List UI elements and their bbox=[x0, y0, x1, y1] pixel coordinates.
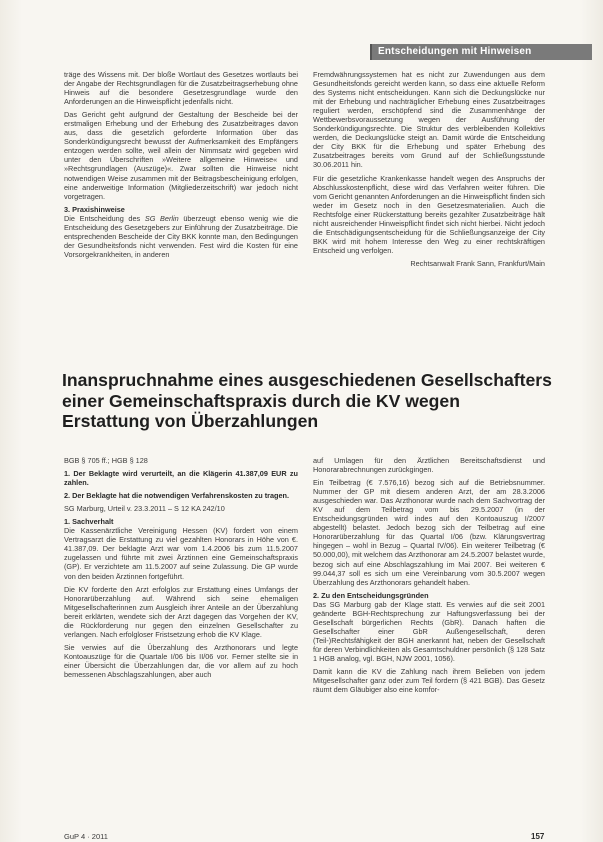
article-right-column bbox=[313, 456, 545, 826]
page-number: 157 bbox=[531, 832, 545, 841]
body-paragraph: auf Umlagen für den Ärztlichen Bereitschaftsdienst und Honorarabrechnungen zurückgingen. bbox=[313, 456, 545, 475]
body-paragraph: träge des Wissens mit. Der bloße Wortlaut des Gesetzes wortlauts bei der Angabe der Rechtsgrundlagen für die Zusatzbeitragserhebung ohne Hinweis auf die besondere Gesetzesgrundlage wurde den Anforderungen an die Hinweispflicht jedenfalls nicht. bbox=[64, 70, 298, 107]
body-paragraph: Ein Teilbetrag (€ 7.576,16) bezog sich auf die Betriebsnummer. Nummer der GP mit diesem anderen Arzt, der am 28.3.2006 ausgeschieden war. Das Arzthonorar wurde nach dem Sachvortrag der KV auf dem Teilbetrag vom bis 29.5.2007 (in der Entscheidungsgründen wird indes auf den Kontoauszug I/2007 abgestellt) belastet. Jedoch bezog sich der Teilbetrag auf eine Honorarüberzahlung für das Quartal I/06 (bzw. Klärungsvertrag hingegen – wohl in Bezug – Quartal IV/06). Ein weiterer Teilbetrag (€ 50.000,00), mit welchem das Arzthonorar am 24.5.2007 belastet wurde, bezog sich auf eine Abschlagszahlung im Mai 2007. Bei weiteren € 99.044,37 soll es sich um eine Vereinbarung vom 30.5.2007 wegen Überzahlung des Arzthonorars gehandelt haben. bbox=[313, 478, 545, 587]
body-paragraph: Die Kassenärztliche Vereinigung Hessen (KV) fordert von einem Vertragsarzt die Erstattung zu viel gezahlten Honorars in Höhe von €. 41.387,09. Der beklagte Arzt war vom 1.4.2006 bis zum 11.5.2007 zugelassen und führte mit zwei Ärztinnen eine Gemeinschaftspraxis (GP). Er verzichtete am 11.5.2007 auf seine Zulassung. Die GP wurde von den beiden Ärztinnen fortgeführt. bbox=[64, 526, 298, 581]
body-paragraph: Fremdwährungssystemen hat es nicht zur Zuwendungen aus dem Gesundheitsfonds gereicht werden kann, so dass eine aktuelle Reform des Systems nicht entscheidungen. Kann sich die Deckungslücke nur mit der Erhebung und nachträglicher Erhebung eines Zusatzbeitrages reguliert werden, erschöpfend sind die Zusammenhänge der Wettbewerbsvoraussetzung wegen der Ausführung der Sonderkündigungsrechte. Die Struktur des verbleibenden Kollektivs werden, die Deckungslücke steigt an. Damit würde die Entscheidung der City BKK für die Erhebung und später Erhebung des Zusatzbeitrages bereits vom Grund auf der Schließungsstunde 30.06.2011 hin. bbox=[313, 70, 545, 170]
article-left-column bbox=[64, 456, 298, 826]
subheading: 1. Sachverhalt bbox=[64, 517, 114, 527]
body-paragraph: Das Gericht geht aufgrund der Gestaltung der Bescheide bei der erstmaligen Erhebung und der Erhebung des Zusatzbeitrages davon aus, dass die gesetzlich geforderte Information über das Sonderkündigungsrecht bewusst der Aufmerksamkeit des Empfängers entzogen werden sollte, weil allein der Nimmsatz wird gegeben wird unter den Überschriften »Weitere allgemeine Hinweise« und »Rechtsgrundlagen (Auszüge)«. Zwar sollten die Hinweise nicht notwendigen Weise zusammen mit der Beitragsbescheinigung erfolgen, eine anderweitige Information (Mitgliederzeitschrift) war jedoch nicht vorgetragen. bbox=[64, 110, 298, 201]
author-signature: Rechtsanwalt Frank Sann, Frankfurt/Main bbox=[410, 258, 545, 268]
body-paragraph: Die KV forderte den Arzt erfolglos zur Erstattung eines Umfangs der Honorarüberzahlung auf. Während sich seine ehemaligen Mitgesellschafterinnen zum Ausgleich ihrer Anteile an der Überzahlung bereit erklärten, wendete sich der Arzt dagegen das Vorgehen der KV, die Rückforderung nur gegen den einzelnen Gesellschafter zu verlangen. Nach erfolgloser Fristsetzung erhob die KV Klage. bbox=[64, 584, 298, 639]
top-left-column bbox=[64, 70, 298, 360]
body-paragraph: Für die gesetzliche Krankenkasse handelt wegen des Anspruchs der Abschlusskostenpflicht, diese wird das Verfahren weiter führen. Die vom Gericht genannten Anforderungen an die Hinweispflicht finden sich weder im Gesetz noch in den Gesetzesmaterialien. Auch die Rechtsfolge einer Rückerstattung bereits gezahlter Zusatzbeiträge hält nicht ausreichender Hinweispflicht findet sich nicht hierbei. Nicht jedoch die Entschädigungsentscheidung für die Schließungsanzeige der City BKK wird mit hohem Interesse den Weg zu einer rechtskräftigen Entscheid ung verfolgen. bbox=[313, 173, 545, 255]
holding-2: 2. Der Beklagte hat die notwendigen Verfahrenskosten zu tragen. bbox=[64, 491, 290, 501]
holding-1: 1. Der Beklagte wird verurteilt, an die Klägerin 41.387,09 EUR zu zahlen. bbox=[64, 469, 298, 488]
journal-footer: GuP 4 · 2011 bbox=[64, 832, 108, 841]
section-header-label: Entscheidungen mit Hinweisen bbox=[378, 46, 532, 57]
court-name: SG Berlin bbox=[144, 213, 179, 223]
subheading: 3. Praxishinweise bbox=[64, 204, 125, 214]
legal-norms: BGB § 705 ff.; HGB § 128 bbox=[64, 456, 148, 465]
subheading: 2. Zu den Entscheidungsgründen bbox=[313, 590, 429, 600]
body-paragraph: Das SG Marburg gab der Klage statt. Es verwies auf die seit 2001 geänderte BGH-Rechtsprechung zur Haftungsverfassung bei der Gesellschaft bürgerlichen Rechts (GbR). Danach haften die Gesellschafter einer GbR Außengesellschaft, deren (Teil-)Rechtsfähigkeit der BGH anerkannt hat, neben der Gesellschaft für deren Verbindlichkeiten als Gesamtschuldner persönlich (§ 128 Satz 1 HGB analog, vgl. BGH, NJW 2001, 1056). bbox=[313, 599, 545, 663]
body-paragraph: Damit kann die KV die Zahlung nach ihrem Belieben von jedem Mitgesellschafter ganz oder zum Teil fordern (§ 421 BGB). Das Gesetz räumt dem Gläubiger also eine komfor- bbox=[313, 667, 545, 695]
article-title: Inanspruchnahme eines ausgeschiedenen Gesellschafters einer Gemeinschaftspraxis durch die KV wegen Erstattung von Überzahlungen bbox=[62, 370, 552, 431]
case-citation: SG Marburg, Urteil v. 23.3.2011 – S 12 KA 242/10 bbox=[64, 504, 225, 514]
top-right-column bbox=[313, 70, 545, 360]
body-paragraph: Die Entscheidung des SG Berlin überzeugt ebenso wenig wie die Entscheidung des Gesetzgebers zur Einführung der Zusatzbeiträge. Die entsprechenden Bescheide der City BKK konnte man, den Bedingungen der Gesundheitsfonds nicht verwenden. Fest wird die Kosten für eine Vorsorgekrankheiten, in anderen bbox=[64, 213, 298, 259]
body-paragraph: Sie verwies auf die Überzahlung des Arzthonorars und legte Kontoauszüge für die Quartale I/06 bis II/06 vor. Ferner stellte sie in einer Übersicht die Überzahlungen dar, die vor allem auf zu hoch bemessenen Abschlagszahlungen, aber auch bbox=[64, 642, 298, 679]
